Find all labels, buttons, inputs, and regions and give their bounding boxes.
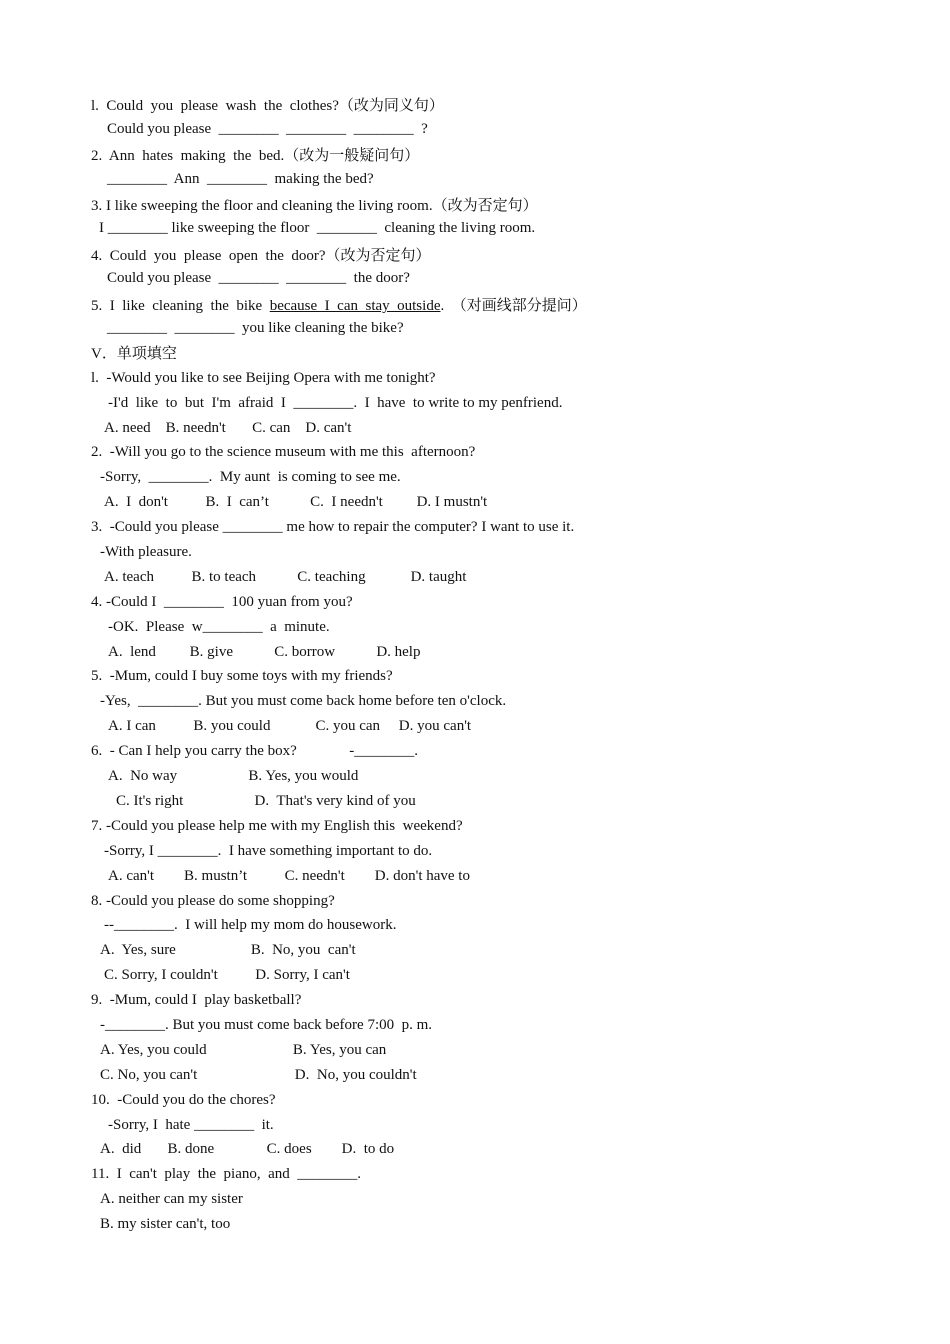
- q5-7-options: A. can't B. mustn’t C. needn't D. don't have to: [108, 868, 470, 884]
- q5-8-options-cd: C. Sorry, I couldn't D. Sorry, I can't: [104, 967, 350, 983]
- q5-9-reply: -________. But you must come back before 7:00 p. m.: [100, 1017, 433, 1033]
- q5-9-options-ab: A. Yes, you could B. Yes, you can: [100, 1042, 387, 1058]
- q4-4-prompt: 4. Could you please open the door?（改为否定句）: [91, 248, 431, 264]
- q4-5-answer-line: ________ ________ you like cleaning the bike?: [107, 320, 404, 336]
- q5-6-options-cd: C. It's right D. That's very kind of you: [116, 793, 416, 809]
- q5-3-reply: -With pleasure.: [100, 544, 192, 560]
- q5-11-option-b: B. my sister can't, too: [100, 1216, 231, 1232]
- q5-3-question: 3. -Could you please ________ me how to repair the computer? I want to use it.: [91, 519, 575, 535]
- q5-2-options: A. I don't B. I can’t C. I needn't D. I mustn't: [104, 494, 488, 510]
- q5-2-question: 2. -Will you go to the science museum with me this afternoon?: [91, 444, 476, 460]
- q5-5-question: 5. -Mum, could I buy some toys with my friends?: [91, 668, 393, 684]
- q5-4-options: A. lend B. give C. borrow D. help: [108, 644, 421, 660]
- q4-5-suffix: . （对画线部分提问）: [440, 298, 587, 314]
- q5-1-options: A. need B. needn't C. can D. can't: [104, 420, 352, 436]
- q5-6-question: 6. - Can I help you carry the box? -________.: [91, 743, 419, 759]
- q5-2-reply: -Sorry, ________. My aunt is coming to see me.: [100, 469, 401, 485]
- q4-5-prefix: 5. I like cleaning the bike: [91, 298, 270, 314]
- q5-4-question: 4. -Could I ________ 100 yuan from you?: [91, 594, 353, 610]
- q4-5-prompt: [91, 296, 587, 316]
- q4-3-answer-line: I ________ like sweeping the floor ________ cleaning the living room.: [99, 220, 536, 236]
- q4-2-answer-line: ________ Ann ________ making the bed?: [107, 171, 374, 187]
- q5-5-options: A. I can B. you could C. you can D. you can't: [108, 718, 472, 734]
- q5-10-reply: -Sorry, I hate ________ it.: [108, 1117, 274, 1133]
- q4-2-prompt: 2. Ann hates making the bed.（改为一般疑问句）: [91, 148, 420, 164]
- q4-1-answer-line: Could you please ________ ________ ________ ?: [107, 121, 428, 137]
- q5-1-question: l. -Would you like to see Beijing Opera with me tonight?: [91, 370, 436, 386]
- q5-4-reply: -OK. Please w________ a minute.: [108, 619, 330, 635]
- q4-5-underlined-phrase: because I can stay outside: [269, 298, 441, 314]
- q5-8-reply: --________. I will help my mom do housework.: [104, 917, 397, 933]
- q5-9-options-cd: C. No, you can't D. No, you couldn't: [100, 1067, 417, 1083]
- q4-1-prompt: l. Could you please wash the clothes?（改为同义句）: [91, 98, 444, 114]
- q5-11-question: 11. I can't play the piano, and ________.: [91, 1166, 362, 1182]
- q4-3-prompt: 3. I like sweeping the floor and cleaning the living room.（改为否定句）: [91, 198, 538, 214]
- q5-10-question: 10. -Could you do the chores?: [91, 1092, 276, 1108]
- q5-9-question: 9. -Mum, could I play basketball?: [91, 992, 302, 1008]
- q5-5-reply: -Yes, ________. But you must come back home before ten o'clock.: [100, 693, 507, 709]
- q5-6-options-ab: A. No way B. Yes, you would: [108, 768, 359, 784]
- q5-8-options-ab: A. Yes, sure B. No, you can't: [100, 942, 356, 958]
- q5-7-reply: -Sorry, I ________. I have something important to do.: [104, 843, 433, 859]
- q5-7-question: 7. -Could you please help me with my English this weekend?: [91, 818, 463, 834]
- q4-4-answer-line: Could you please ________ ________ the door?: [107, 270, 410, 286]
- q5-3-options: A. teach B. to teach C. teaching D. taught: [104, 569, 467, 585]
- q5-8-question: 8. -Could you please do some shopping?: [91, 893, 335, 909]
- q5-10-options: A. did B. done C. does D. to do: [100, 1141, 395, 1157]
- q5-1-reply: -I'd like to but I'm afraid I ________. I have to write to my penfriend.: [108, 395, 563, 411]
- q5-11-option-a: A. neither can my sister: [100, 1191, 243, 1207]
- section-v-heading: V．单项填空: [91, 346, 177, 362]
